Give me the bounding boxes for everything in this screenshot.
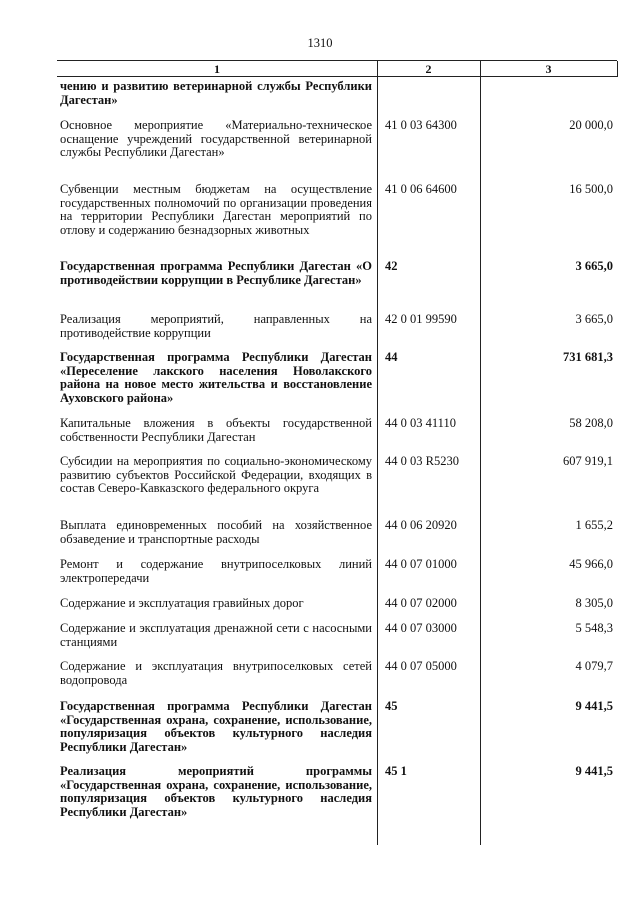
row-description: Выплата единовременных пособий на хозяйственное обзаведение и транспортные расходы xyxy=(60,518,372,546)
row-code: 41 0 06 64600 xyxy=(385,182,457,196)
table-header xyxy=(57,62,617,76)
column-header-3: 3 xyxy=(545,62,552,76)
row-code: 44 xyxy=(385,350,398,364)
column-header-2: 2 xyxy=(425,62,432,76)
row-description: Ремонт и содержание внутрипоселковых линий электропередачи xyxy=(60,557,372,585)
row-code: 44 0 07 02000 xyxy=(385,596,457,610)
row-code: 45 xyxy=(385,699,398,713)
row-code: 44 0 06 20920 xyxy=(385,518,457,532)
row-amount: 9 441,5 xyxy=(575,764,613,778)
row-description: Реализация мероприятий программы «Государственная охрана, сохранение, использование, популяризация объектов культурного наследия Республики Дагестан» xyxy=(60,764,372,819)
row-code: 44 0 07 03000 xyxy=(385,621,457,635)
row-description: Капитальные вложения в объекты государственной собственности Республики Дагестан xyxy=(60,416,372,444)
page-number: 1310 xyxy=(307,36,333,50)
row-amount: 9 441,5 xyxy=(575,699,613,713)
row-amount: 731 681,3 xyxy=(563,350,613,364)
row-description: Субсидии на мероприятия по социально-экономическому развитию субъектов Российской Федерации, входящих в состав Северо-Кавказского федерального округа xyxy=(60,454,372,496)
row-code: 42 0 01 99590 xyxy=(385,312,457,326)
column-divider-3 xyxy=(617,61,618,77)
row-amount: 3 665,0 xyxy=(575,259,613,273)
column-divider-2 xyxy=(480,61,481,845)
row-amount: 1 655,2 xyxy=(575,518,613,532)
row-amount: 3 665,0 xyxy=(575,312,613,326)
column-divider-1 xyxy=(377,61,378,845)
row-description: Содержание и эксплуатация гравийных дорог xyxy=(60,596,304,610)
row-code: 45 1 xyxy=(385,764,407,778)
row-description: Государственная программа Республики Дагестан «Переселение лакского населения Новолакского района на новое место жительства и восстановление Ауховского района» xyxy=(60,350,372,405)
row-amount: 16 500,0 xyxy=(569,182,613,196)
row-description: Содержание и эксплуатация внутрипоселковых сетей водопровода xyxy=(60,659,372,687)
row-description: чению и развитию ветеринарной службы Республики Дагестан» xyxy=(60,79,372,107)
row-description: Содержание и эксплуатация дренажной сети с насосными станциями xyxy=(60,621,372,649)
row-amount: 4 079,7 xyxy=(575,659,613,673)
row-code: 42 xyxy=(385,259,398,273)
row-amount: 45 966,0 xyxy=(569,557,613,571)
column-header-1: 1 xyxy=(214,62,220,76)
row-amount: 20 000,0 xyxy=(569,118,613,132)
table-top-border xyxy=(57,60,617,61)
row-code: 44 0 07 05000 xyxy=(385,659,457,673)
row-code: 44 0 03 R5230 xyxy=(385,454,459,468)
row-description: Государственная программа Республики Дагестан «О противодействии коррупции в Республике Дагестан» xyxy=(60,259,372,287)
row-code: 44 0 03 41110 xyxy=(385,416,456,430)
row-amount: 5 548,3 xyxy=(575,621,613,635)
header-divider xyxy=(57,76,617,77)
row-code: 41 0 03 64300 xyxy=(385,118,457,132)
row-description: Основное мероприятие «Материально-техническое оснащение учреждений государственной ветеринарной службы Республики Дагестан» xyxy=(60,118,372,160)
row-description: Государственная программа Республики Дагестан «Государственная охрана, сохранение, использование, популяризация объектов культурного наследия Республики Дагестан» xyxy=(60,699,372,754)
row-amount: 607 919,1 xyxy=(563,454,613,468)
row-amount: 8 305,0 xyxy=(575,596,613,610)
row-code: 44 0 07 01000 xyxy=(385,557,457,571)
row-amount: 58 208,0 xyxy=(569,416,613,430)
row-description: Субвенции местным бюджетам на осуществление государственных полномочий по организации проведения на территории Республики Дагестан мероприятий по отлову и содержанию безнадзорных животных xyxy=(60,182,372,237)
row-description: Реализация мероприятий, направленных на противодействие коррупции xyxy=(60,312,372,340)
